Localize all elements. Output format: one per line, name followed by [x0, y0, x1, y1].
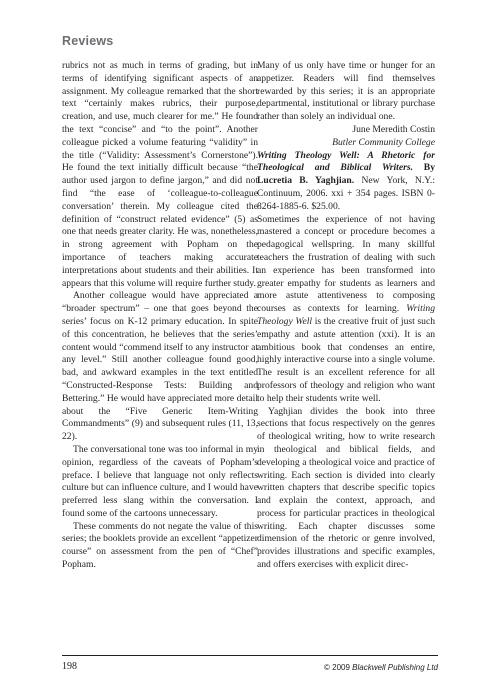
- left-paragraph-2: Another colleague would have appreciated a “broader spectrum” – one that goes beyond the series’ focus on K-12 primary education. In spite of this concentration, he believes that the series’ content would “commend itself to any instructor at any level.” Still another colleague found good, bad, and awkward examples in the text entitled “Constructed-Response Tests: Building and Bettering.” He would have appreciated more detail about the “Five Generic Item-Writing Commandments” (9) and subsequent rules (11, 13, 22).: [62, 290, 258, 443]
- book-details: New York, N.Y.: Continuum, 2006. xxi + 354 pages. ISBN 0-8264-1885-6. $25.00.: [257, 175, 435, 212]
- reviewer-name: June Meredith Costin: [352, 123, 435, 135]
- left-paragraph-4: These comments do not negate the value of this series; the booklets provide an excellent “appetizer course” on assessment from the pen of “Chef” Popham.: [62, 520, 258, 571]
- copyright-notice: [324, 663, 438, 672]
- publisher-name: Blackwell Publishing Ltd: [352, 663, 438, 672]
- left-column: [62, 60, 258, 572]
- right-paragraph-2-end: is the creative fruit of just such empathy and astute attention (xxi). It is an ambitious book that condenses an entire, highly interactive course into a single volume. The result is an excellent reference for all professors of theology and religion who want to help their students write well.: [257, 315, 436, 404]
- footer-rule: [62, 655, 438, 656]
- left-paragraph-1: rubrics not as much in terms of grading, but in terms of identifying significant aspects of an assignment. My colleague remarked that the short text “certainly makes rubrics, their purpose, creation, and use, much clearer for me.” He found the text “concise” and “to the point”. Another colleague picked a volume featuring “validity” in the title (“Validity: Assessment’s Cornerstone”). He found the text initially difficult because “the author used jargon to define jargon,” and did not find “the ease of ‘colleague-to-colleague conversation’ therein. My colleague cited the definition of “construct related evidence” (5) as one that needs greater clarity. He was, nonetheless, in strong agreement with Popham on the importance of teachers making accurate interpretations about students and their abilities. It appears that this volume will require further study.: [62, 60, 258, 289]
- left-paragraph-3: The conversational tone was too informal in my opinion, regardless of the caveats of Popham’s preface. I believe that language not only reflects culture but can influence culture, and I would have preferred less slang within the conversation. I found some of the cartoons unnecessary.: [62, 443, 258, 519]
- right-paragraph-1: Many of us only have time or hunger for an appetizer. Readers will find themselves rewarded by this series; it is an appropriate departmental, institutional or library purchase rather than solely an individual one.: [257, 60, 435, 123]
- book-by: By: [423, 162, 435, 174]
- copyright-year: © 2009: [324, 663, 350, 672]
- right-column: [257, 60, 435, 572]
- book-author: Lucretia B. Yaghjian.: [257, 175, 355, 187]
- running-header: Reviews: [62, 34, 114, 48]
- page-number: 198: [62, 661, 77, 672]
- reviewer-affiliation: Butler Community College: [332, 136, 435, 148]
- right-paragraph-3: Yaghjian divides the book into three sections that focus respectively on the genres of theological writing, how to write research in theological and biblical fields, and developing a theological voice and practice of writing. Each section is divided into clearly written chapters that describe specific topics and explain the context, approach, and process for particular practices in theological writing. Each chapter discusses some dimension of the rhetoric or genre involved, provides illustrations and specific examples, and offers exercises with explicit direc-: [257, 405, 435, 571]
- right-paragraph-2-start: Sometimes the experience of not having mastered a concept or procedure becomes a pedagogical wellspring. In many skillful teachers the frustration of dealing with such an experience has been transformed into greater empathy for students as learners and more astute attentiveness to composing courses as contexts for learning.: [257, 213, 435, 315]
- book-citation: [257, 150, 435, 214]
- right-paragraph-2: [257, 214, 435, 406]
- book-title: Writing Theology Well: A Rhetoric for Theological and Biblical Writers.: [257, 149, 435, 174]
- book-title-inline: Writing Theology Well: [257, 303, 435, 327]
